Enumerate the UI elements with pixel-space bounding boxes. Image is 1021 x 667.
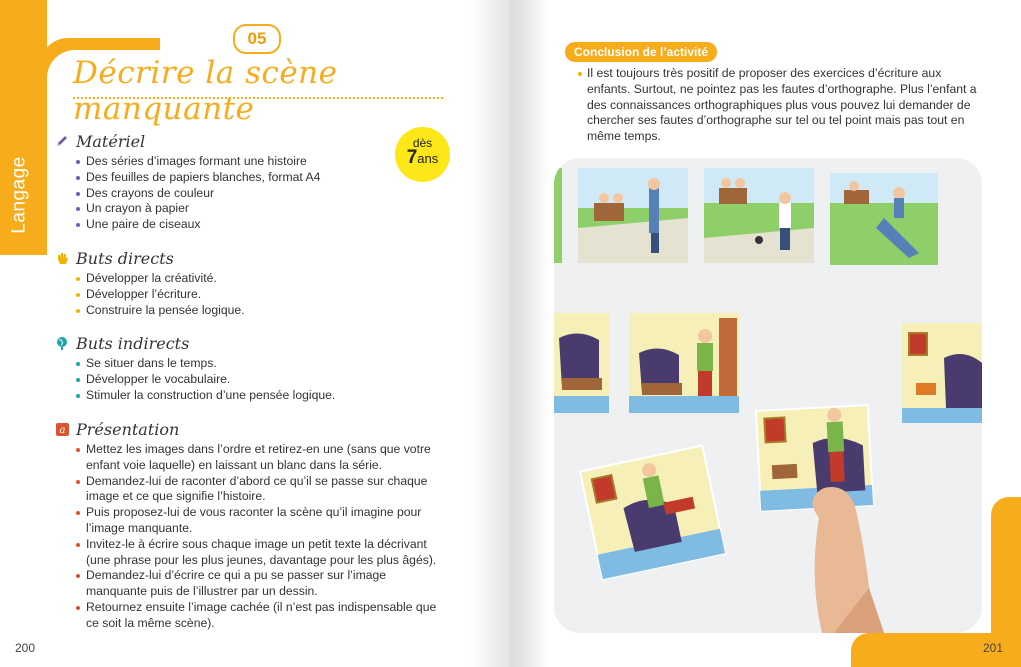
globe-icon <box>54 335 70 351</box>
scene-card-held <box>756 405 873 511</box>
scene-card-room-1 <box>554 313 609 413</box>
scene-card-park-1 <box>578 168 688 263</box>
buts-indirects-list <box>54 356 335 403</box>
svg-text:a: a <box>59 424 65 436</box>
scene-card-room-3 <box>902 323 982 423</box>
section-buts-indirects <box>54 332 335 403</box>
section-presentation <box>54 418 446 632</box>
list-item: Des crayons de couleur <box>76 186 320 202</box>
scene-card-room-2 <box>629 313 739 413</box>
presentation-list <box>54 442 446 632</box>
list-item: Invitez-le à écrire sous chaque image un petit texte la décrivant (une phrase pour les plus jeunes, davantage pour les plus âgés). <box>76 537 446 569</box>
page-title: Décrire la scène manquante <box>73 55 338 127</box>
photo-illustration <box>554 158 982 633</box>
list-item: Des séries d’images formant une histoire <box>76 154 320 170</box>
section-heading: Buts indirects <box>76 333 190 353</box>
section-materiel <box>54 130 320 233</box>
section-heading: Présentation <box>76 419 180 439</box>
section-heading: Matériel <box>76 131 146 151</box>
age-unit: ans <box>417 151 439 166</box>
section-heading: Buts directs <box>76 248 174 268</box>
list-item: Construire la pensée logique. <box>76 303 245 319</box>
list-item: Puis proposez-lui de vous raconter la scène qu’il imagine pour l’image manquante. <box>76 505 446 537</box>
page-number-left: 200 <box>15 641 36 655</box>
left-page <box>0 0 510 667</box>
list-item: Mettez les images dans l’ordre et retirez-en une (sans que votre enfant voie laquelle) en laissant un blanc dans la série. <box>76 442 446 474</box>
letter-a-icon <box>54 421 70 437</box>
scene-card-edge <box>554 168 562 263</box>
title-underline <box>73 97 443 99</box>
list-item: Une paire de ciseaux <box>76 217 320 233</box>
section-buts-directs <box>54 247 245 318</box>
list-item: Développer la créativité. <box>76 271 245 287</box>
side-tab-label: Langage <box>9 156 30 234</box>
activity-number: 05 <box>233 24 281 54</box>
pencil-icon <box>54 133 70 149</box>
list-item: Demandez-lui de raconter d’abord ce qu’il se passe sur chaque image et ce que signifie l’histoire. <box>76 474 446 506</box>
age-prefix: dès <box>412 136 433 150</box>
list-item: Se situer dans le temps. <box>76 356 335 372</box>
list-item: Demandez-lui d’écrire ce qui a pu se passer sur l’image manquante puis de l’illustrer par un dessin. <box>76 568 446 600</box>
materiel-list <box>54 154 320 233</box>
hand-icon <box>54 250 70 266</box>
list-item: Des feuilles de papiers blanches, format A4 <box>76 170 320 186</box>
page-number-right: 201 <box>982 641 1003 655</box>
conclusion-text: Il est toujours très positif de proposer des exercices d’écriture aux enfants. Surtout, ne pointez pas les fautes d’orthographe. Plus l’enfant a des connaissances orthographiques plus vous pouvez lui demander de chercher ses fautes d’orthographe sur tel ou tel point mais pas tout en même temps. <box>587 66 987 145</box>
conclusion-heading: Conclusion de l’activité <box>565 42 717 62</box>
list-item: Développer l’écriture. <box>76 287 245 303</box>
list-item: Un crayon à papier <box>76 201 320 217</box>
list-item: Stimuler la construction d’une pensée logique. <box>76 388 335 404</box>
buts-directs-list <box>54 271 245 318</box>
scene-card-park-2 <box>704 168 814 263</box>
list-item: Retournez ensuite l’image cachée (il n’est pas indispensable que ce soit la même scène). <box>76 600 446 632</box>
scene-card-fallen <box>580 446 725 580</box>
right-page <box>510 0 1021 667</box>
list-item: Développer le vocabulaire. <box>76 372 335 388</box>
age-badge <box>395 127 450 182</box>
age-number: 7 <box>406 147 418 168</box>
scene-card-park-3 <box>830 173 938 265</box>
activity-photo <box>554 158 982 633</box>
side-tab <box>0 140 40 250</box>
